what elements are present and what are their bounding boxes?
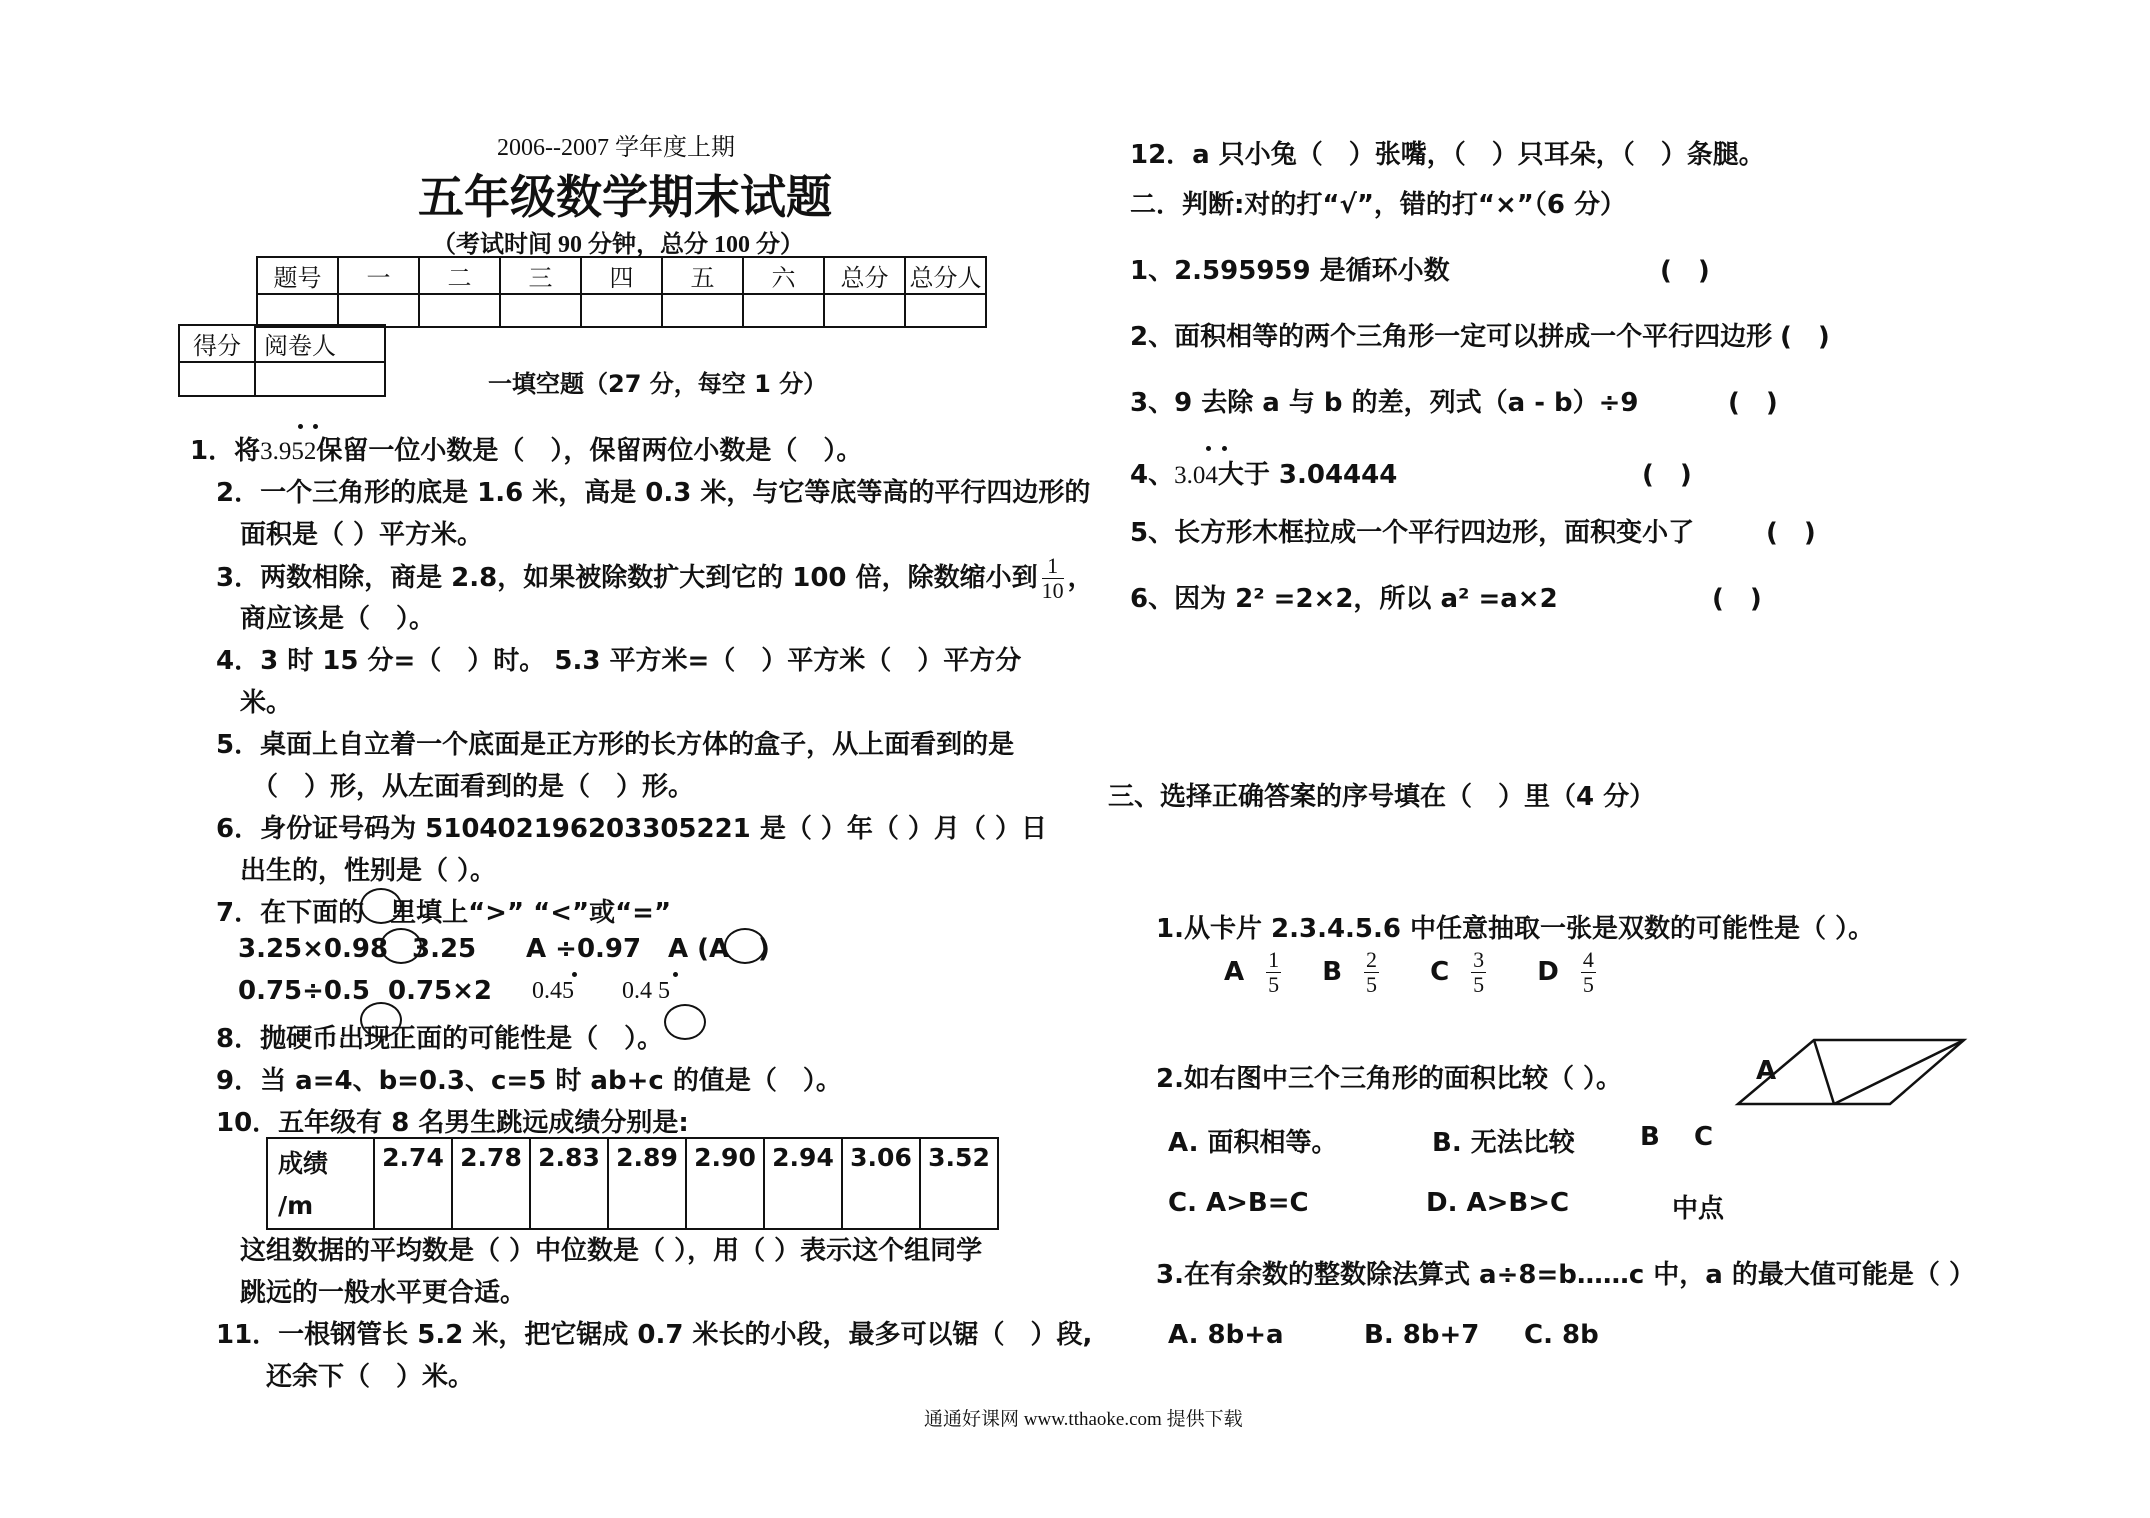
frac-num: 2 [1366,947,1378,972]
reviewer-cell[interactable] [255,362,385,396]
judge-item-4 [1130,454,1397,491]
figure-label-b: B [1640,1122,1660,1152]
judge-mark-6[interactable]: ( ) [1712,584,1762,614]
option-b-label: B [1322,957,1343,988]
question-11-line2: 还余下（ ）米。 [266,1362,475,1392]
question-5-line2: （ ）形，从左面看到的是（ ）形。 [252,772,695,802]
jump-header-1: 成绩 [278,1149,329,1178]
option-c-frac [1471,948,1486,997]
option-c[interactable] [1430,947,1490,998]
option-c[interactable]: C. A>B=C [1168,1188,1309,1218]
q7-expr-a4: A (A [668,934,730,964]
question-4-line1: 4．3 时 15 分=（ ）时。 5.3 平方米=（ ）平方米（ ）平方分 [216,646,1022,676]
question-11-line1: 11．一根钢管长 5.2 米，把它锯成 0.7 米长的小段，最多可以锯（ ）段, [216,1320,1093,1350]
option-a[interactable]: A. 面积相等。 [1168,1128,1338,1158]
judge-item-1: 1、2.595959 是循环小数 [1130,256,1450,286]
frac-num: 4 [1582,947,1594,972]
q3-frac-num: 1 [1042,554,1064,579]
option-d[interactable]: D. A>B>C [1426,1188,1570,1218]
compare-circle[interactable] [360,888,402,924]
question-2-line1: 2．一个三角形的底是 1.6 米，高是 0.3 米，与它等底等高的平行四边形的 [216,478,1091,508]
footer-credit: 通通好课网 www.tthaoke.com 提供下载 [924,1409,1243,1430]
q7-expr-a3: A ÷0.97 [526,934,642,964]
judge-mark-2[interactable]: ( ) [1780,322,1830,352]
question-5-line1: 5．桌面上自立着一个底面是正方形的长方体的盒子，从上面看到的是 [216,730,1015,760]
question-3-line2: 商应该是（ ）。 [240,604,436,634]
jump-value: 2.74 [374,1138,452,1229]
q3-frac-den: 10 [1041,578,1064,604]
jump-value: 3.52 [920,1138,998,1229]
score-label: 得分 [179,325,255,362]
question-10-line1: 10．五年级有 8 名男生跳远成绩分别是: [216,1108,689,1138]
judge-mark-1[interactable]: ( ) [1660,256,1710,286]
choice-q1: 1.从卡片 2.3.4.5.6 中任意抽取一张是双数的可能性是（ ）。 [1156,914,1875,944]
score-table-cell[interactable] [419,294,500,327]
question-8: 8．抛硬币出现正面的可能性是（ ）。 [216,1024,664,1054]
score-table [256,256,987,328]
choice-q1-options [1224,948,1600,997]
section3-title: 三、选择正确答案的序号填在（ ）里（4 分） [1108,782,1656,812]
jump-value: 2.94 [764,1138,842,1229]
option-d-frac [1581,948,1596,997]
judge-item-2: 2、面积相等的两个三角形一定可以拼成一个平行四边形 [1130,322,1773,352]
option-d-label: D [1537,957,1559,988]
q3-text: 3．两数相除，商是 2.8，如果被除数扩大到它的 100 倍，除数缩小到 [216,563,1038,594]
question-10-line3: 跳远的一般水平更合适。 [240,1278,527,1308]
figure-label-a: A [1756,1056,1777,1086]
exam-year: 2006--2007 学年度上期 [497,135,735,161]
judge-4-text: 大于 3.04444 [1217,460,1398,490]
judge-mark-5[interactable]: ( ) [1766,518,1816,548]
score-table-header: 一 [338,257,419,294]
repeat-dot [298,424,303,429]
q1-prefix: 1．将 [190,436,261,466]
question-9: 9．当 a=4、b=0.3、c=5 时 ab+c 的值是（ ）。 [216,1066,842,1096]
exam-subtitle: （考试时间 90 分钟，总分 100 分） [432,232,804,258]
judge-item-3: 3、9 去除 a 与 b 的差，列式（a - b）÷9 [1130,388,1639,418]
jump-value: 2.78 [452,1138,530,1229]
score-table-header: 总分人 [905,257,986,294]
reviewer-label: 阅卷人 [255,325,385,362]
option-c-label: C [1430,957,1450,988]
choice-q2: 2.如右图中三个三角形的面积比较（ ）。 [1156,1064,1623,1094]
option-b[interactable]: B. 无法比较 [1432,1128,1575,1158]
question-6-line2: 出生的，性别是（ ）。 [240,856,497,886]
jump-value: 2.89 [608,1138,686,1229]
judge-mark-4[interactable]: ( ) [1642,460,1692,490]
repeat-dot [1222,446,1227,451]
repeat-dot [313,424,318,429]
q3-fraction [1042,554,1064,603]
score-table-header: 题号 [257,257,338,294]
jump-value: 3.06 [842,1138,920,1229]
page-title: 五年级数学期末试题 [418,170,832,224]
question-1 [190,430,862,467]
score-table-header: 总分 [824,257,905,294]
repeat-dot [572,972,577,977]
triangle-divider [1834,1040,1964,1104]
score-table-header: 四 [581,257,662,294]
q7-expr-b1: 0.75÷0.5 [238,976,370,1006]
jump-value: 2.90 [686,1138,764,1229]
compare-circle[interactable] [664,1004,706,1040]
jump-value: 2.83 [530,1138,608,1229]
triangle-divider [1814,1040,1834,1104]
q1-number: 3.952 [260,438,317,465]
figure-label-c: C [1694,1122,1714,1152]
score-table-cell[interactable] [743,294,824,327]
score-table-cell[interactable] [905,294,986,327]
q3-tail: ， [1067,563,1094,594]
option-b[interactable] [1322,947,1383,998]
q7-expr-a1: 3.25×0.98 [238,934,389,964]
option-a[interactable]: A. 8b+a [1168,1320,1284,1350]
score-table-cell[interactable] [824,294,905,327]
score-table-cell[interactable] [257,294,338,327]
score-table-header: 三 [500,257,581,294]
score-table-cell[interactable] [338,294,419,327]
question-2-line2: 面积是（ ）平方米。 [240,520,484,550]
midpoint-label: 中点 [1672,1194,1725,1224]
signer-table [178,324,386,397]
section1-title: 一填空题（27 分，每空 1 分） [488,370,828,398]
q7-expr-b2: 0.75×2 [388,976,493,1006]
judge-4-prefix: 4、 [1130,460,1175,490]
question-7-line1: 7．在下面的 里填上“>” “<”或“=” [216,898,672,928]
option-c[interactable]: C. 8b [1524,1320,1599,1350]
option-b[interactable]: B. 8b+7 [1364,1320,1480,1350]
question-6-line1: 6．身份证号码为 510402196203305221 是（ ）年（ ）月（ ）日 [216,814,1047,844]
option-d[interactable] [1537,947,1600,998]
question-3-line1 [216,554,1094,603]
option-a[interactable] [1224,947,1285,998]
q7-expr-a5: ) [758,934,770,964]
q7-expr-a2: 3.25 [412,934,477,964]
judge-4-number: 3.04 [1174,462,1218,489]
score-cell[interactable] [179,362,255,396]
section2-title: 二．判断:对的打“√”，错的打“×”（6 分） [1130,190,1627,220]
jump-table [266,1137,999,1230]
judge-mark-3[interactable]: ( ) [1728,388,1778,418]
option-a-frac [1266,948,1281,997]
q1-text: 保留一位小数是（ ），保留两位小数是（ ）。 [316,436,863,466]
score-table-header: 五 [662,257,743,294]
judge-item-5: 5、长方形木框拉成一个平行四边形，面积变小了 [1130,518,1695,548]
score-table-cell[interactable] [662,294,743,327]
question-12: 12．a 只小兔（ ）张嘴，（ ）只耳朵，（ ）条腿。 [1130,140,1765,170]
frac-den: 5 [1268,972,1280,998]
frac-den: 5 [1582,972,1594,998]
repeat-dot [673,972,678,977]
frac-den: 5 [1366,972,1378,998]
choice-q3: 3.在有余数的整数除法算式 a÷8=b……c 中，a 的最大值可能是（ ） [1156,1260,1975,1290]
frac-den: 5 [1473,972,1485,998]
question-10-line2: 这组数据的平均数是（ ）中位数是（ ），用（ ）表示这个组同学 [240,1236,983,1266]
score-table-cell[interactable] [500,294,581,327]
option-a-label: A [1224,957,1245,988]
frac-num: 1 [1268,947,1280,972]
question-4-line2: 米。 [240,688,293,718]
q7-expr-b4: 0.4 5 [622,978,670,1004]
judge-item-6: 6、因为 2² =2×2，所以 a² =a×2 [1130,584,1558,614]
q7-expr-b3: 0.45 [532,978,574,1004]
score-table-header: 六 [743,257,824,294]
frac-num: 3 [1473,947,1485,972]
score-table-cell[interactable] [581,294,662,327]
repeat-dot [1206,446,1211,451]
jump-header-2: /m [278,1191,314,1220]
option-b-frac [1364,948,1379,997]
score-table-header: 二 [419,257,500,294]
jump-header [267,1138,374,1229]
